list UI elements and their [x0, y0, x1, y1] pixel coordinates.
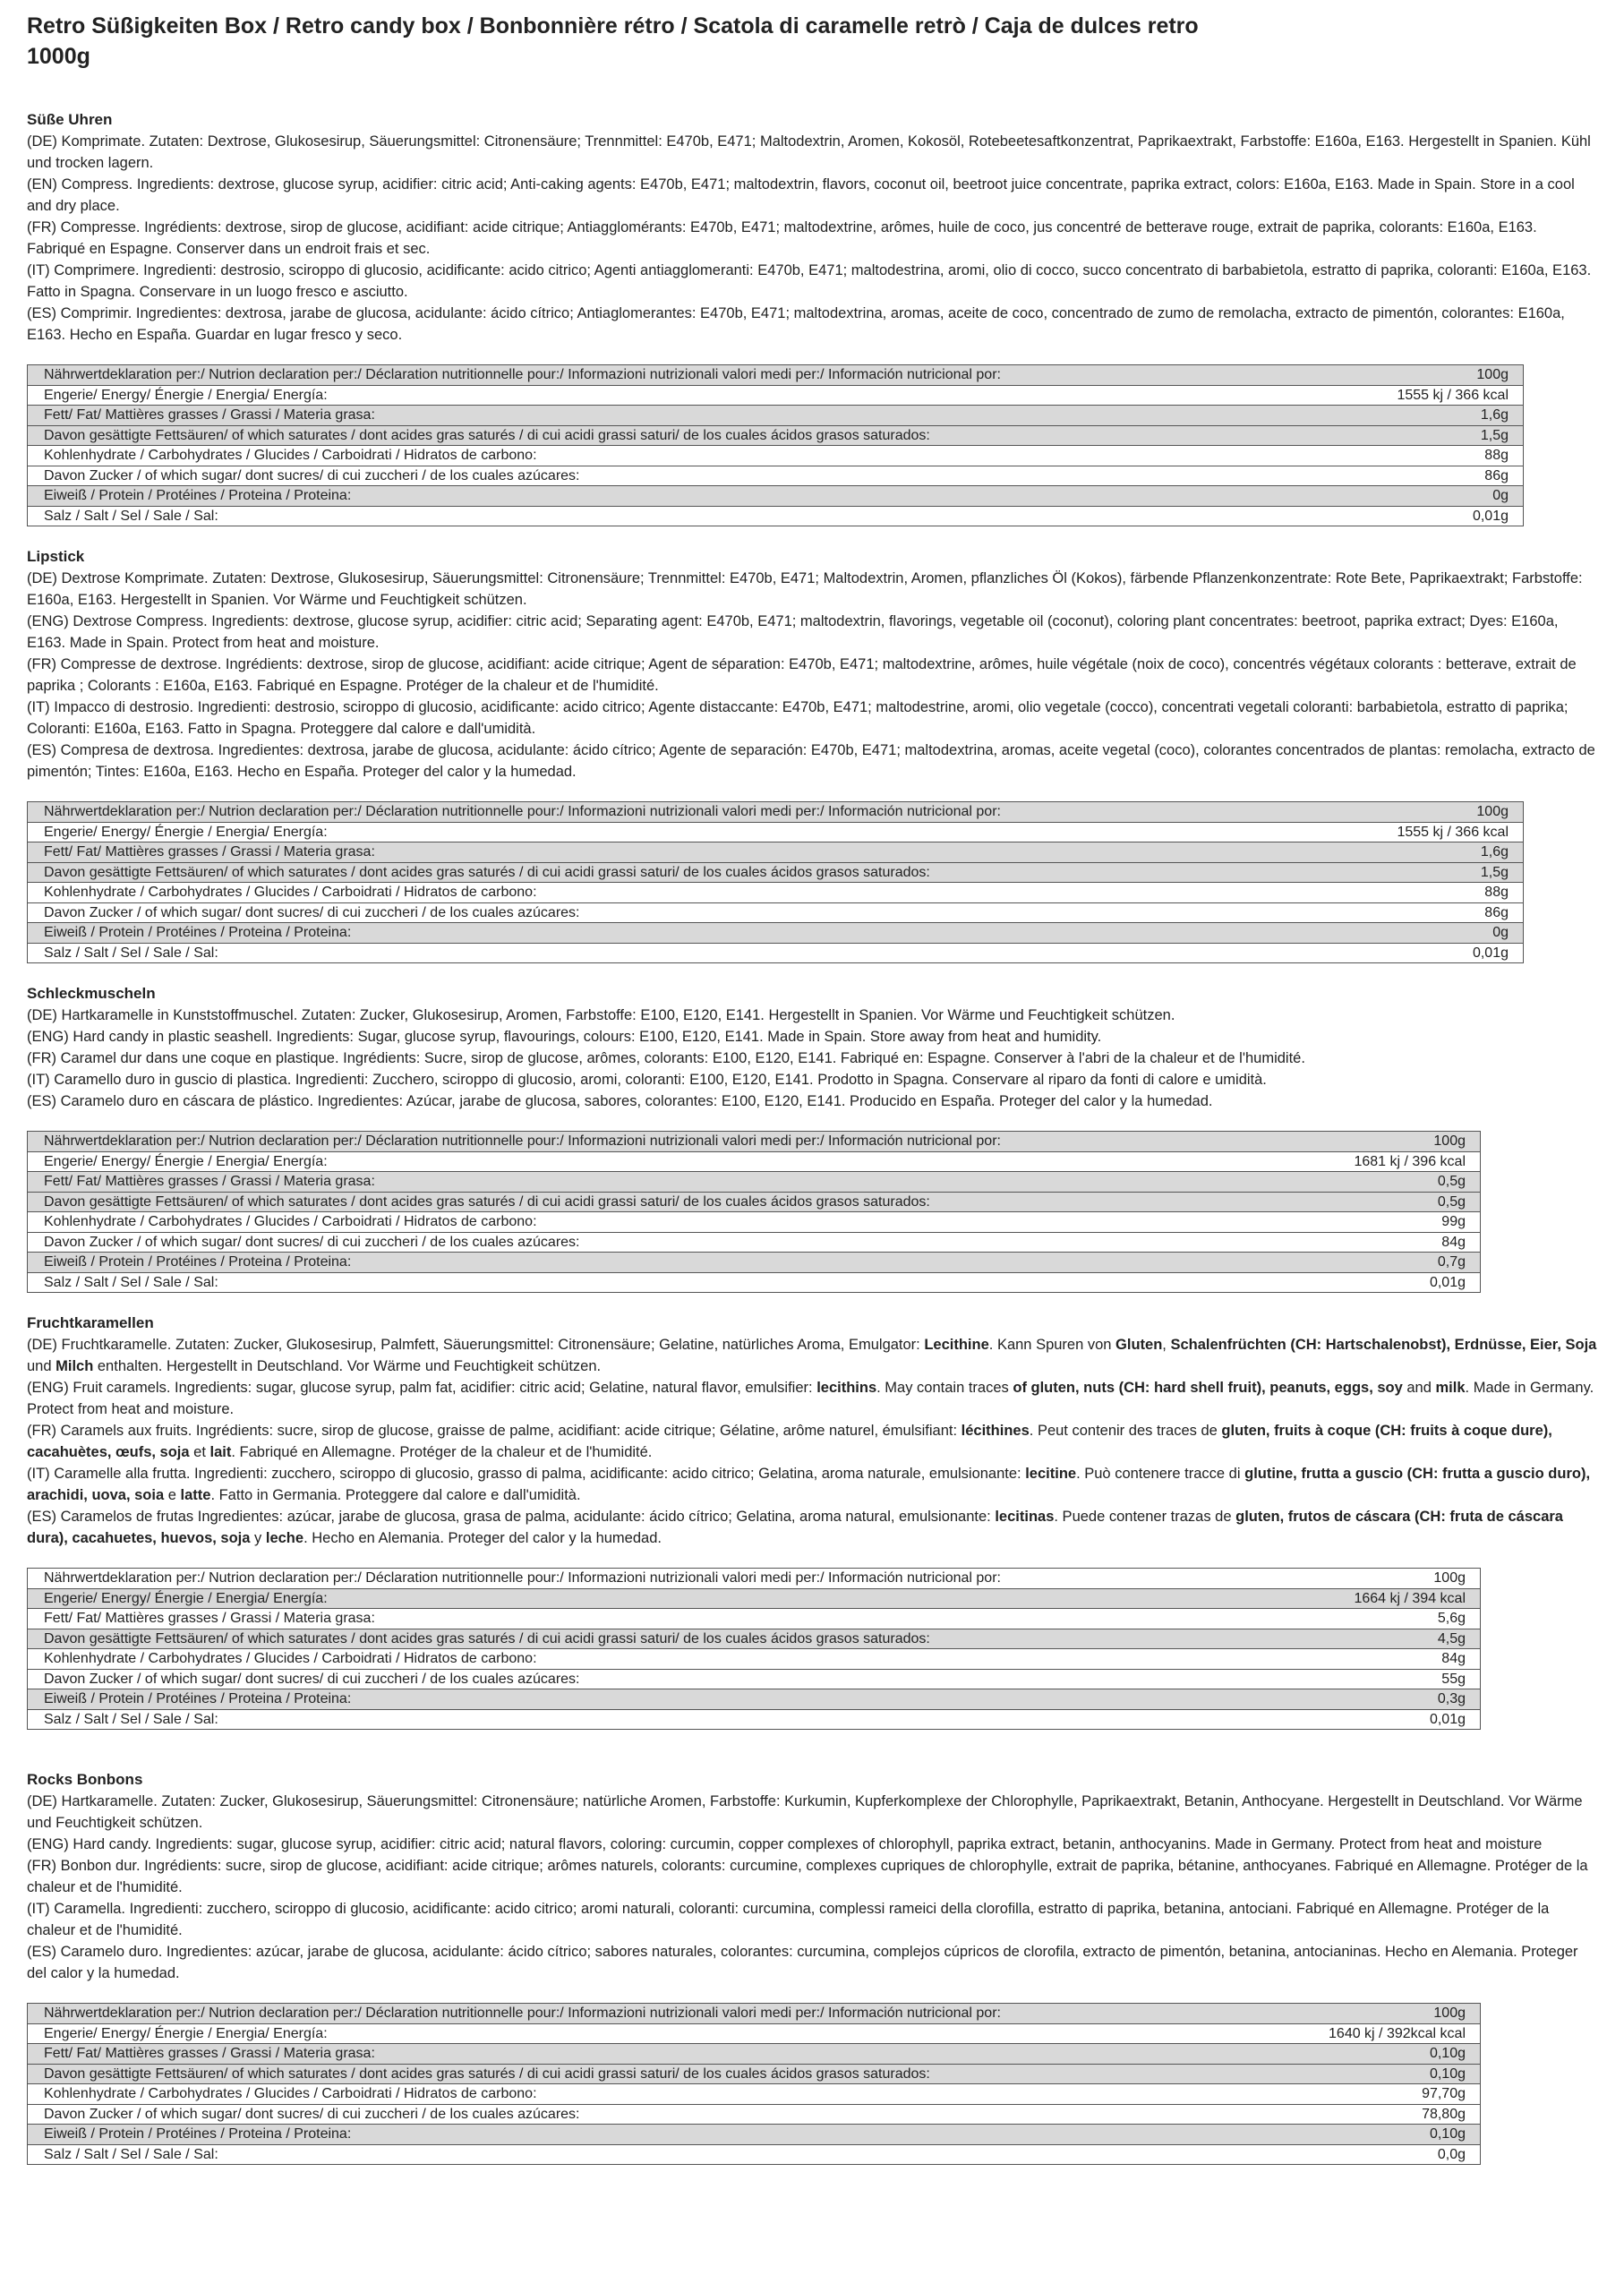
nutrition-value: 0,5g — [1313, 1192, 1480, 1212]
nutrition-row-protein — [28, 2125, 1481, 2145]
ingredient-text: . Fabriqué en Allemagne. Protéger de la chaleur et de l'humidité. — [231, 1444, 653, 1460]
nutrition-row-fat — [28, 1609, 1481, 1629]
nutrition-value: 0,10g — [1285, 2044, 1481, 2065]
nutrition-label: Davon Zucker / of which sugar/ dont sucres/ di cui zuccheri / de los cuales azúcares: — [28, 2104, 1285, 2125]
nutrition-value: 1681 kj / 396 kcal — [1313, 1151, 1480, 1172]
nutrition-label: Kohlenhydrate / Carbohydrates / Glucides / Carboidrati / Hidratos de carbono: — [28, 883, 1352, 903]
product-name: Rocks Bonbons — [27, 1771, 143, 1788]
ingredients-es — [27, 1506, 1597, 1549]
document-title-line: Retro Süßigkeiten Box / Retro candy box / Bonbonnière rétro / Scatola di caramelle retrò / Caja de dulces retro — [27, 13, 1199, 38]
nutrition-row-salt — [28, 943, 1524, 963]
ingredients-en: (EN) Compress. Ingredients: dextrose, glucose syrup, acidifier: citric acid; Anti-caking agents: E470b, E471; maltodextrin, flavors, coconut oil, beetroot juice concentrate, paprika extract, colors: E160a, E163. Made in Spain. Store in a cool and dry place. — [27, 176, 1575, 214]
nutrition-row-saturates — [28, 862, 1524, 883]
ingredients-es: (ES) Caramelo duro en cáscara de plástico. Ingredientes: Azúcar, jarabe de glucosa, sabores, colorantes: E100, E120, E141. Producido en España. Proteger del calor y la humedad. — [27, 1093, 1213, 1109]
nutrition-label: Kohlenhydrate / Carbohydrates / Glucides / Carboidrati / Hidratos de carbono: — [28, 1649, 1314, 1670]
allergen-text: gluten, frutos de cáscara (CH: fruta de cáscara dura), cacahuetes, huevos, soja — [27, 1509, 1563, 1546]
nutrition-value: 100g — [1313, 1569, 1480, 1589]
nutrition-value: 0,0g — [1285, 2144, 1481, 2165]
nutrition-value: 5,6g — [1313, 1609, 1480, 1629]
nutrition-row-carbohydrates — [28, 883, 1524, 903]
nutrition-row-fat — [28, 2044, 1481, 2065]
nutrition-row-sugar — [28, 1669, 1481, 1689]
ingredient-text: e — [164, 1487, 181, 1503]
allergen-text: of gluten, nuts (CH: hard shell fruit), peanuts, eggs, soy — [1013, 1380, 1403, 1396]
nutrition-value: 0,01g — [1352, 506, 1524, 526]
ingredient-text: (ES) Caramelos de frutas Ingredientes: azúcar, jarabe de glucosa, grasa de palma, acidulante: ácido cítrico; Gelatina, aroma natural, emulsionante: — [27, 1509, 996, 1525]
nutrition-label: Nährwertdeklaration per:/ Nutrion declaration per:/ Déclaration nutritionnelle pour:/ Informazioni nutrizionali valori medi per:/ Información nutricional por: — [28, 1569, 1314, 1589]
document-title — [27, 11, 1597, 72]
nutrition-value: 4,5g — [1313, 1629, 1480, 1649]
nutrition-label: Eiweiß / Protein / Protéines / Proteina / Proteina: — [28, 2125, 1285, 2145]
nutrition-label: Fett/ Fat/ Mattières grasses / Grassi / Materia grasa: — [28, 2044, 1285, 2065]
nutrition-row-salt — [28, 2144, 1481, 2165]
nutrition-table — [27, 364, 1524, 526]
nutrition-label: Engerie/ Energy/ Énergie / Energia/ Energía: — [28, 822, 1352, 842]
nutrition-row-sugar — [28, 902, 1524, 923]
nutrition-value: 1555 kj / 366 kcal — [1352, 385, 1524, 406]
allergen-text: lécithines — [961, 1423, 1030, 1439]
allergen-text: lecitine — [1025, 1466, 1077, 1482]
ingredient-text: (DE) Fruchtkaramelle. Zutaten: Zucker, Glukosesirup, Palmfett, Säuerungsmittel: Citronensäure; Gelatine, natürliches Aroma, Emulgator: — [27, 1337, 925, 1353]
nutrition-row-energy — [28, 2023, 1481, 2044]
product-section-rocks-bonbons — [27, 1769, 1597, 2165]
ingredients-de: (DE) Hartkaramelle in Kunststoffmuschel. Zutaten: Zucker, Glukosesirup, Aromen, Farbstoffe: E100, E120, E141. Hergestellt in Spanien. Vor Wärme und Feuchtigkeit schützen. — [27, 1007, 1175, 1023]
ingredient-text: . Kann Spuren von — [988, 1337, 1116, 1353]
ingredient-text: . Hecho en Alemania. Proteger del calor y la humedad. — [303, 1530, 662, 1546]
allergen-text: lait — [209, 1444, 232, 1460]
nutrition-row-carbohydrates — [28, 446, 1524, 466]
nutrition-label: Eiweiß / Protein / Protéines / Proteina / Proteina: — [28, 923, 1352, 944]
nutrition-label: Engerie/ Energy/ Énergie / Energia/ Energía: — [28, 2023, 1285, 2044]
product-name: Süße Uhren — [27, 111, 113, 128]
nutrition-label: Fett/ Fat/ Mattières grasses / Grassi / Materia grasa: — [28, 842, 1352, 863]
nutrition-row-sugar — [28, 466, 1524, 486]
nutrition-row-protein — [28, 923, 1524, 944]
product-name: Lipstick — [27, 548, 85, 565]
nutrition-row-header — [28, 365, 1524, 386]
ingredients-es: (ES) Caramelo duro. Ingredientes: azúcar, jarabe de glucosa, acidulante: ácido cítrico; sabores naturales, colorantes: curcumina, complejos cúpricos de clorofila, extracto de pimentón, betanina, antocianinas. Hecho en Alemania. Proteger del calor y la humedad. — [27, 1944, 1578, 1981]
ingredient-text: enthalten. Hergestellt in Deutschland. Vor Wärme und Feuchtigkeit schützen. — [93, 1358, 602, 1374]
ingredients-it: (IT) Caramello duro in guscio di plastica. Ingredienti: Zucchero, sciroppo di glucosio, aromi, coloranti: E100, E120, E141. Prodotto in Spagna. Conservare al riparo da fonti di calore e umidità. — [27, 1072, 1267, 1088]
nutrition-value: 84g — [1313, 1232, 1480, 1253]
nutrition-value: 1555 kj / 366 kcal — [1352, 822, 1524, 842]
product-section-schleckmuscheln — [27, 983, 1597, 1293]
nutrition-value: 88g — [1352, 446, 1524, 466]
nutrition-row-protein — [28, 1689, 1481, 1710]
nutrition-label: Salz / Salt / Sel / Sale / Sal: — [28, 2144, 1285, 2165]
ingredient-text: (ENG) Fruit caramels. Ingredients: sugar, glucose syrup, palm fat, acidifier: citric acid; Gelatine, natural flavor, emulsifier: — [27, 1380, 817, 1396]
nutrition-row-energy — [28, 1151, 1481, 1172]
nutrition-label: Eiweiß / Protein / Protéines / Proteina / Proteina: — [28, 1253, 1314, 1273]
nutrition-row-carbohydrates — [28, 1649, 1481, 1670]
ingredients-de: (DE) Dextrose Komprimate. Zutaten: Dextrose, Glukosesirup, Säuerungsmittel: Citronensäure; Trennmittel: E470b, E471; Maltodextrin, Aromen, pflanzliches Öl (Kokos), färbende Pflanzenkonzentrate: Rote Bete, Paprikaextrakt; Farbstoffe: E160a, E163. Hergestellt in Spanien. Vor Wärme und Feuchtigkeit schützen. — [27, 570, 1583, 608]
allergen-text: Gluten — [1115, 1337, 1163, 1353]
nutrition-row-header — [28, 802, 1524, 823]
ingredients-it: (IT) Impacco di destrosio. Ingredienti: destrosio, sciroppo di glucosio, acidificante: acido citrico; Agente distaccante: E470b, E471; maltodestrine, aromi, olio vegetale (cocco), concentrati vegetali coloranti: barbabietola, estratto di paprika; Coloranti: E160a, E163. Fatto in Spagna. Proteggere dal calore e dall'umidità. — [27, 699, 1568, 737]
ingredients-de: (DE) Hartkaramelle. Zutaten: Zucker, Glukosesirup, Säuerungsmittel: Citronensäure; natürliche Aromen, Farbstoffe: Kurkumin, Kupferkomplexe der Chlorophylle, Paprikaextrakt, Betanin, Anthocyane. Hergestellt in Deutschland. Vor Wärme und Feuchtigkeit schützen. — [27, 1793, 1583, 1831]
nutrition-value: 84g — [1313, 1649, 1480, 1670]
nutrition-row-sugar — [28, 1232, 1481, 1253]
product-section-lipstick — [27, 546, 1597, 963]
ingredient-text: . Può contenere tracce di — [1076, 1466, 1245, 1482]
allergen-text: lecitinas — [995, 1509, 1055, 1525]
nutrition-label: Nährwertdeklaration per:/ Nutrion declaration per:/ Déclaration nutritionnelle pour:/ Informazioni nutrizionali valori medi per:/ Información nutricional por: — [28, 1132, 1314, 1152]
product-section-fruchtkaramellen — [27, 1313, 1597, 1730]
nutrition-label: Salz / Salt / Sel / Sale / Sal: — [28, 943, 1352, 963]
nutrition-table — [27, 2003, 1481, 2165]
nutrition-label: Engerie/ Energy/ Énergie / Energia/ Energía: — [28, 1151, 1314, 1172]
nutrition-value: 0g — [1352, 486, 1524, 507]
allergen-text: Lecithine — [924, 1337, 989, 1353]
nutrition-label: Nährwertdeklaration per:/ Nutrion declaration per:/ Déclaration nutritionnelle pour:/ Informazioni nutrizionali valori medi per:/ Información nutricional por: — [28, 365, 1352, 386]
nutrition-row-saturates — [28, 1192, 1481, 1212]
ingredient-text: et — [189, 1444, 210, 1460]
allergen-text: latte — [180, 1487, 211, 1503]
ingredients-fr: (FR) Compresse de dextrose. Ingrédients: dextrose, sirop de glucose, acidifiant: acide citrique; Agent de séparation: E470b, E471; maltodextrine, arômes, huile végétale (noix de coco), concentrés végétaux colorants : betterave, extrait de paprika ; Colorants : E160a, E163. Fabriqué en Espagne. Protéger de la chaleur et de l'humidité. — [27, 656, 1577, 694]
nutrition-value: 0,5g — [1313, 1172, 1480, 1193]
nutrition-label: Davon Zucker / of which sugar/ dont sucres/ di cui zuccheri / de los cuales azúcares: — [28, 1669, 1314, 1689]
ingredient-text: . Fatto in Germania. Proteggere dal calore e dall'umidità. — [210, 1487, 581, 1503]
nutrition-value: 97,70g — [1285, 2084, 1481, 2105]
nutrition-label: Nährwertdeklaration per:/ Nutrion declaration per:/ Déclaration nutritionnelle pour:/ Informazioni nutrizionali valori medi per:/ Información nutricional por: — [28, 2004, 1285, 2024]
nutrition-row-fat — [28, 842, 1524, 863]
ingredients-fr: (FR) Caramel dur dans une coque en plastique. Ingrédients: Sucre, sirop de glucose, arômes, colorants: E100, E120, E141. Fabriqué en: Espagne. Conserver à l'abri de la chaleur et de l'humidité. — [27, 1050, 1305, 1066]
nutrition-row-saturates — [28, 1629, 1481, 1649]
nutrition-label: Kohlenhydrate / Carbohydrates / Glucides / Carboidrati / Hidratos de carbono: — [28, 2084, 1285, 2105]
nutrition-value: 100g — [1313, 1132, 1480, 1152]
nutrition-value: 100g — [1352, 802, 1524, 823]
nutrition-value: 100g — [1285, 2004, 1481, 2024]
product-name: Fruchtkaramellen — [27, 1314, 154, 1331]
document-weight: 1000g — [27, 44, 90, 69]
nutrition-row-energy — [28, 385, 1524, 406]
nutrition-label: Davon Zucker / of which sugar/ dont sucres/ di cui zuccheri / de los cuales azúcares: — [28, 466, 1352, 486]
allergen-text: gluten, fruits à coque (CH: fruits à coque dure), cacahuètes, œufs, soja — [27, 1423, 1552, 1460]
ingredients-en: (ENG) Hard candy in plastic seashell. Ingredients: Sugar, glucose syrup, flavourings, colours: E100, E120, E141. Made in Spain. Store away from heat and humidity. — [27, 1029, 1102, 1045]
nutrition-row-header — [28, 1569, 1481, 1589]
nutrition-row-saturates — [28, 2064, 1481, 2084]
nutrition-row-salt — [28, 506, 1524, 526]
nutrition-value: 0,7g — [1313, 1253, 1480, 1273]
ingredient-text: (IT) Caramelle alla frutta. Ingredienti: zucchero, sciroppo di glucosio, grasso di palma, acidificante: acido citrico; Gelatina, aroma naturale, emulsionante: — [27, 1466, 1026, 1482]
ingredients-de: (DE) Komprimate. Zutaten: Dextrose, Glukosesirup, Säuerungsmittel: Citronensäure; Trennmittel: E470b, E471; Maltodextrin, Aromen, Kokosöl, Rotebeetesaftkonzentrat, Paprikaextrakt, Farbstoffe: E160a, E163. Hergestellt in Spanien. Kühl und trocken lagern. — [27, 133, 1591, 171]
nutrition-row-fat — [28, 1172, 1481, 1193]
nutrition-label: Davon gesättigte Fettsäuren/ of which saturates / dont acides gras saturés / di cui acidi grassi saturi/ de los cuales ácidos grasos saturados: — [28, 425, 1352, 446]
nutrition-label: Eiweiß / Protein / Protéines / Proteina / Proteina: — [28, 1689, 1314, 1710]
allergen-text: leche — [265, 1530, 304, 1546]
ingredient-text: . May contain traces — [876, 1380, 1013, 1396]
nutrition-value: 86g — [1352, 466, 1524, 486]
nutrition-label: Davon Zucker / of which sugar/ dont sucres/ di cui zuccheri / de los cuales azúcares: — [28, 902, 1352, 923]
ingredients-es: (ES) Comprimir. Ingredientes: dextrosa, jarabe de glucosa, acidulante: ácido cítrico; Antiaglomerantes: E470b, E471; maltodextrina, aromas, aceite de coco, concentrado de zumo de remolacha, extracto de pimentón, colorantes: E160a, E163. Hecho en España. Guardar en lugar fresco y seco. — [27, 305, 1565, 343]
nutrition-value: 1,6g — [1352, 406, 1524, 426]
nutrition-label: Kohlenhydrate / Carbohydrates / Glucides / Carboidrati / Hidratos de carbono: — [28, 446, 1352, 466]
allergen-text: Milch — [56, 1358, 94, 1374]
nutrition-value: 0,01g — [1313, 1272, 1480, 1293]
nutrition-value: 78,80g — [1285, 2104, 1481, 2125]
ingredients-it: (IT) Comprimere. Ingredienti: destrosio, sciroppo di glucosio, acidificante: acido citrico; Agenti antiagglomeranti: E470b, E471; maltodestrina, aromi, olio di cocco, succo concentrato di barbabietola, estratto di paprika, coloranti: E160a, E163. Fatto in Spagna. Conservare in un luogo fresco e asciutto. — [27, 262, 1592, 300]
nutrition-value: 1664 kj / 394 kcal — [1313, 1588, 1480, 1609]
nutrition-label: Salz / Salt / Sel / Sale / Sal: — [28, 1709, 1314, 1730]
nutrition-label: Davon gesättigte Fettsäuren/ of which saturates / dont acides gras saturés / di cui acidi grassi saturi/ de los cuales ácidos grasos saturados: — [28, 862, 1352, 883]
nutrition-label: Engerie/ Energy/ Énergie / Energia/ Energía: — [28, 385, 1352, 406]
nutrition-value: 88g — [1352, 883, 1524, 903]
product-section-suesse-uhren — [27, 109, 1597, 526]
nutrition-label: Eiweiß / Protein / Protéines / Proteina / Proteina: — [28, 486, 1352, 507]
ingredients-it: (IT) Caramella. Ingredienti: zucchero, sciroppo di glucosio, acidificante: acido citrico; aromi naturali, coloranti: curcumina, complessi rameici della clorofilla, estratto di paprika, betanina, antociani. Fabriqué en Allemagne. Protéger de la chaleur et de l'humidité. — [27, 1901, 1550, 1938]
ingredients-es: (ES) Compresa de dextrosa. Ingredientes: dextrosa, jarabe de glucosa, acidulante: ácido cítrico; Agente de separación: E470b, E471; maltodextrina, aromas, aceite vegetal (coco), colorantes concentrados de plantas: remolacha, extracto de pimentón; Tintes: E160a, E163. Hecho en España. Proteger del calor y la humedad. — [27, 742, 1595, 780]
ingredients-en — [27, 1377, 1597, 1420]
nutrition-row-energy — [28, 822, 1524, 842]
nutrition-label: Davon gesättigte Fettsäuren/ of which saturates / dont acides gras saturés / di cui acidi grassi saturi/ de los cuales ácidos grasos saturados: — [28, 1192, 1314, 1212]
ingredient-text: , — [1162, 1337, 1171, 1353]
nutrition-table — [27, 1568, 1481, 1730]
ingredients-fr — [27, 1420, 1597, 1463]
nutrition-row-protein — [28, 486, 1524, 507]
nutrition-row-header — [28, 2004, 1481, 2024]
nutrition-row-fat — [28, 406, 1524, 426]
nutrition-value: 1640 kj / 392kcal kcal — [1285, 2023, 1481, 2044]
ingredient-text: and — [1402, 1380, 1436, 1396]
nutrition-value: 0,3g — [1313, 1689, 1480, 1710]
nutrition-label: Fett/ Fat/ Mattières grasses / Grassi / Materia grasa: — [28, 406, 1352, 426]
ingredient-text: (FR) Caramels aux fruits. Ingrédients: sucre, sirop de glucose, graisse de palme, acidifiant: acide citrique; Gélatine, arôme naturel, émulsifiant: — [27, 1423, 962, 1439]
ingredient-text: . Peut contenir des traces de — [1029, 1423, 1222, 1439]
ingredient-text: und — [27, 1358, 56, 1374]
nutrition-table — [27, 1131, 1481, 1293]
allergen-text: lecithins — [816, 1380, 877, 1396]
nutrition-value: 0g — [1352, 923, 1524, 944]
nutrition-label: Fett/ Fat/ Mattières grasses / Grassi / Materia grasa: — [28, 1172, 1314, 1193]
nutrition-row-sugar — [28, 2104, 1481, 2125]
ingredients-de — [27, 1334, 1597, 1377]
nutrition-label: Engerie/ Energy/ Énergie / Energia/ Energía: — [28, 1588, 1314, 1609]
nutrition-label: Davon gesättigte Fettsäuren/ of which saturates / dont acides gras saturés / di cui acidi grassi saturi/ de los cuales ácidos grasos saturados: — [28, 1629, 1314, 1649]
nutrition-row-saturates — [28, 425, 1524, 446]
ingredients-it — [27, 1463, 1597, 1506]
ingredient-text: . Puede contener trazas de — [1054, 1509, 1236, 1525]
nutrition-label: Salz / Salt / Sel / Sale / Sal: — [28, 1272, 1314, 1293]
nutrition-table — [27, 801, 1524, 963]
nutrition-value: 55g — [1313, 1669, 1480, 1689]
nutrition-label: Kohlenhydrate / Carbohydrates / Glucides / Carboidrati / Hidratos de carbono: — [28, 1212, 1314, 1233]
nutrition-value: 1,6g — [1352, 842, 1524, 863]
nutrition-value: 0,01g — [1352, 943, 1524, 963]
nutrition-label: Davon Zucker / of which sugar/ dont sucres/ di cui zuccheri / de los cuales azúcares: — [28, 1232, 1314, 1253]
nutrition-row-salt — [28, 1272, 1481, 1293]
nutrition-label: Davon gesättigte Fettsäuren/ of which saturates / dont acides gras saturés / di cui acidi grassi saturi/ de los cuales ácidos grasos saturados: — [28, 2064, 1285, 2084]
allergen-text: Schalenfrüchten (CH: Hartschalenobst), Erdnüsse, Eier, Soja — [1170, 1337, 1597, 1353]
nutrition-row-salt — [28, 1709, 1481, 1730]
nutrition-value: 0,01g — [1313, 1709, 1480, 1730]
nutrition-row-carbohydrates — [28, 1212, 1481, 1233]
nutrition-value: 100g — [1352, 365, 1524, 386]
product-name: Schleckmuscheln — [27, 985, 156, 1002]
nutrition-label: Nährwertdeklaration per:/ Nutrion declaration per:/ Déclaration nutritionnelle pour:/ Informazioni nutrizionali valori medi per:/ Información nutricional por: — [28, 802, 1352, 823]
allergen-text: milk — [1435, 1380, 1466, 1396]
allergen-text: glutine, frutta a guscio (CH: frutta a guscio duro), arachidi, uova, soia — [27, 1466, 1591, 1503]
nutrition-value: 1,5g — [1352, 862, 1524, 883]
nutrition-row-protein — [28, 1253, 1481, 1273]
nutrition-value: 0,10g — [1285, 2064, 1481, 2084]
ingredients-fr: (FR) Compresse. Ingrédients: dextrose, sirop de glucose, acidifiant: acide citrique; Antiagglomérants: E470b, E471; maltodextrine, arômes, huile de coco, jus concentré de betterave rouge, extrait de paprika, colorants: E160a, E163. Fabriqué en Espagne. Conserver dans un endroit frais et sec. — [27, 219, 1537, 257]
ingredient-text: y — [250, 1530, 266, 1546]
nutrition-value: 99g — [1313, 1212, 1480, 1233]
nutrition-row-header — [28, 1132, 1481, 1152]
ingredient-text: . Made in Germany. Protect from heat and moisture. — [27, 1380, 1594, 1417]
nutrition-row-energy — [28, 1588, 1481, 1609]
nutrition-value: 0,10g — [1285, 2125, 1481, 2145]
nutrition-value: 86g — [1352, 902, 1524, 923]
nutrition-row-carbohydrates — [28, 2084, 1481, 2105]
nutrition-label: Fett/ Fat/ Mattières grasses / Grassi / Materia grasa: — [28, 1609, 1314, 1629]
nutrition-value: 1,5g — [1352, 425, 1524, 446]
ingredients-en: (ENG) Dextrose Compress. Ingredients: dextrose, glucose syrup, acidifier: citric acid; Separating agent: E470b, E471; maltodextrin, flavorings, vegetable oil (coconut), coloring plant concentrates: beetroot, paprika extract; Dyes: E160a, E163. Made in Spain. Protect from heat and moisture. — [27, 613, 1559, 651]
ingredients-fr: (FR) Bonbon dur. Ingrédients: sucre, sirop de glucose, acidifiant: acide citrique; arômes naturels, colorants: curcumine, complexes cupriques de chlorophylle, extrait de paprika, bétanine, anthocyanes. Fabriqué en Allemagne. Protéger de la chaleur et de l'humidité. — [27, 1858, 1588, 1895]
ingredients-en: (ENG) Hard candy. Ingredients: sugar, glucose syrup, acidifier: citric acid; natural flavors, coloring: curcumin, copper complexes of chlorophyll, paprika extract, betanin, anthocyanins. Made in Germany. Protect from heat and moisture — [27, 1836, 1543, 1852]
nutrition-label: Salz / Salt / Sel / Sale / Sal: — [28, 506, 1352, 526]
